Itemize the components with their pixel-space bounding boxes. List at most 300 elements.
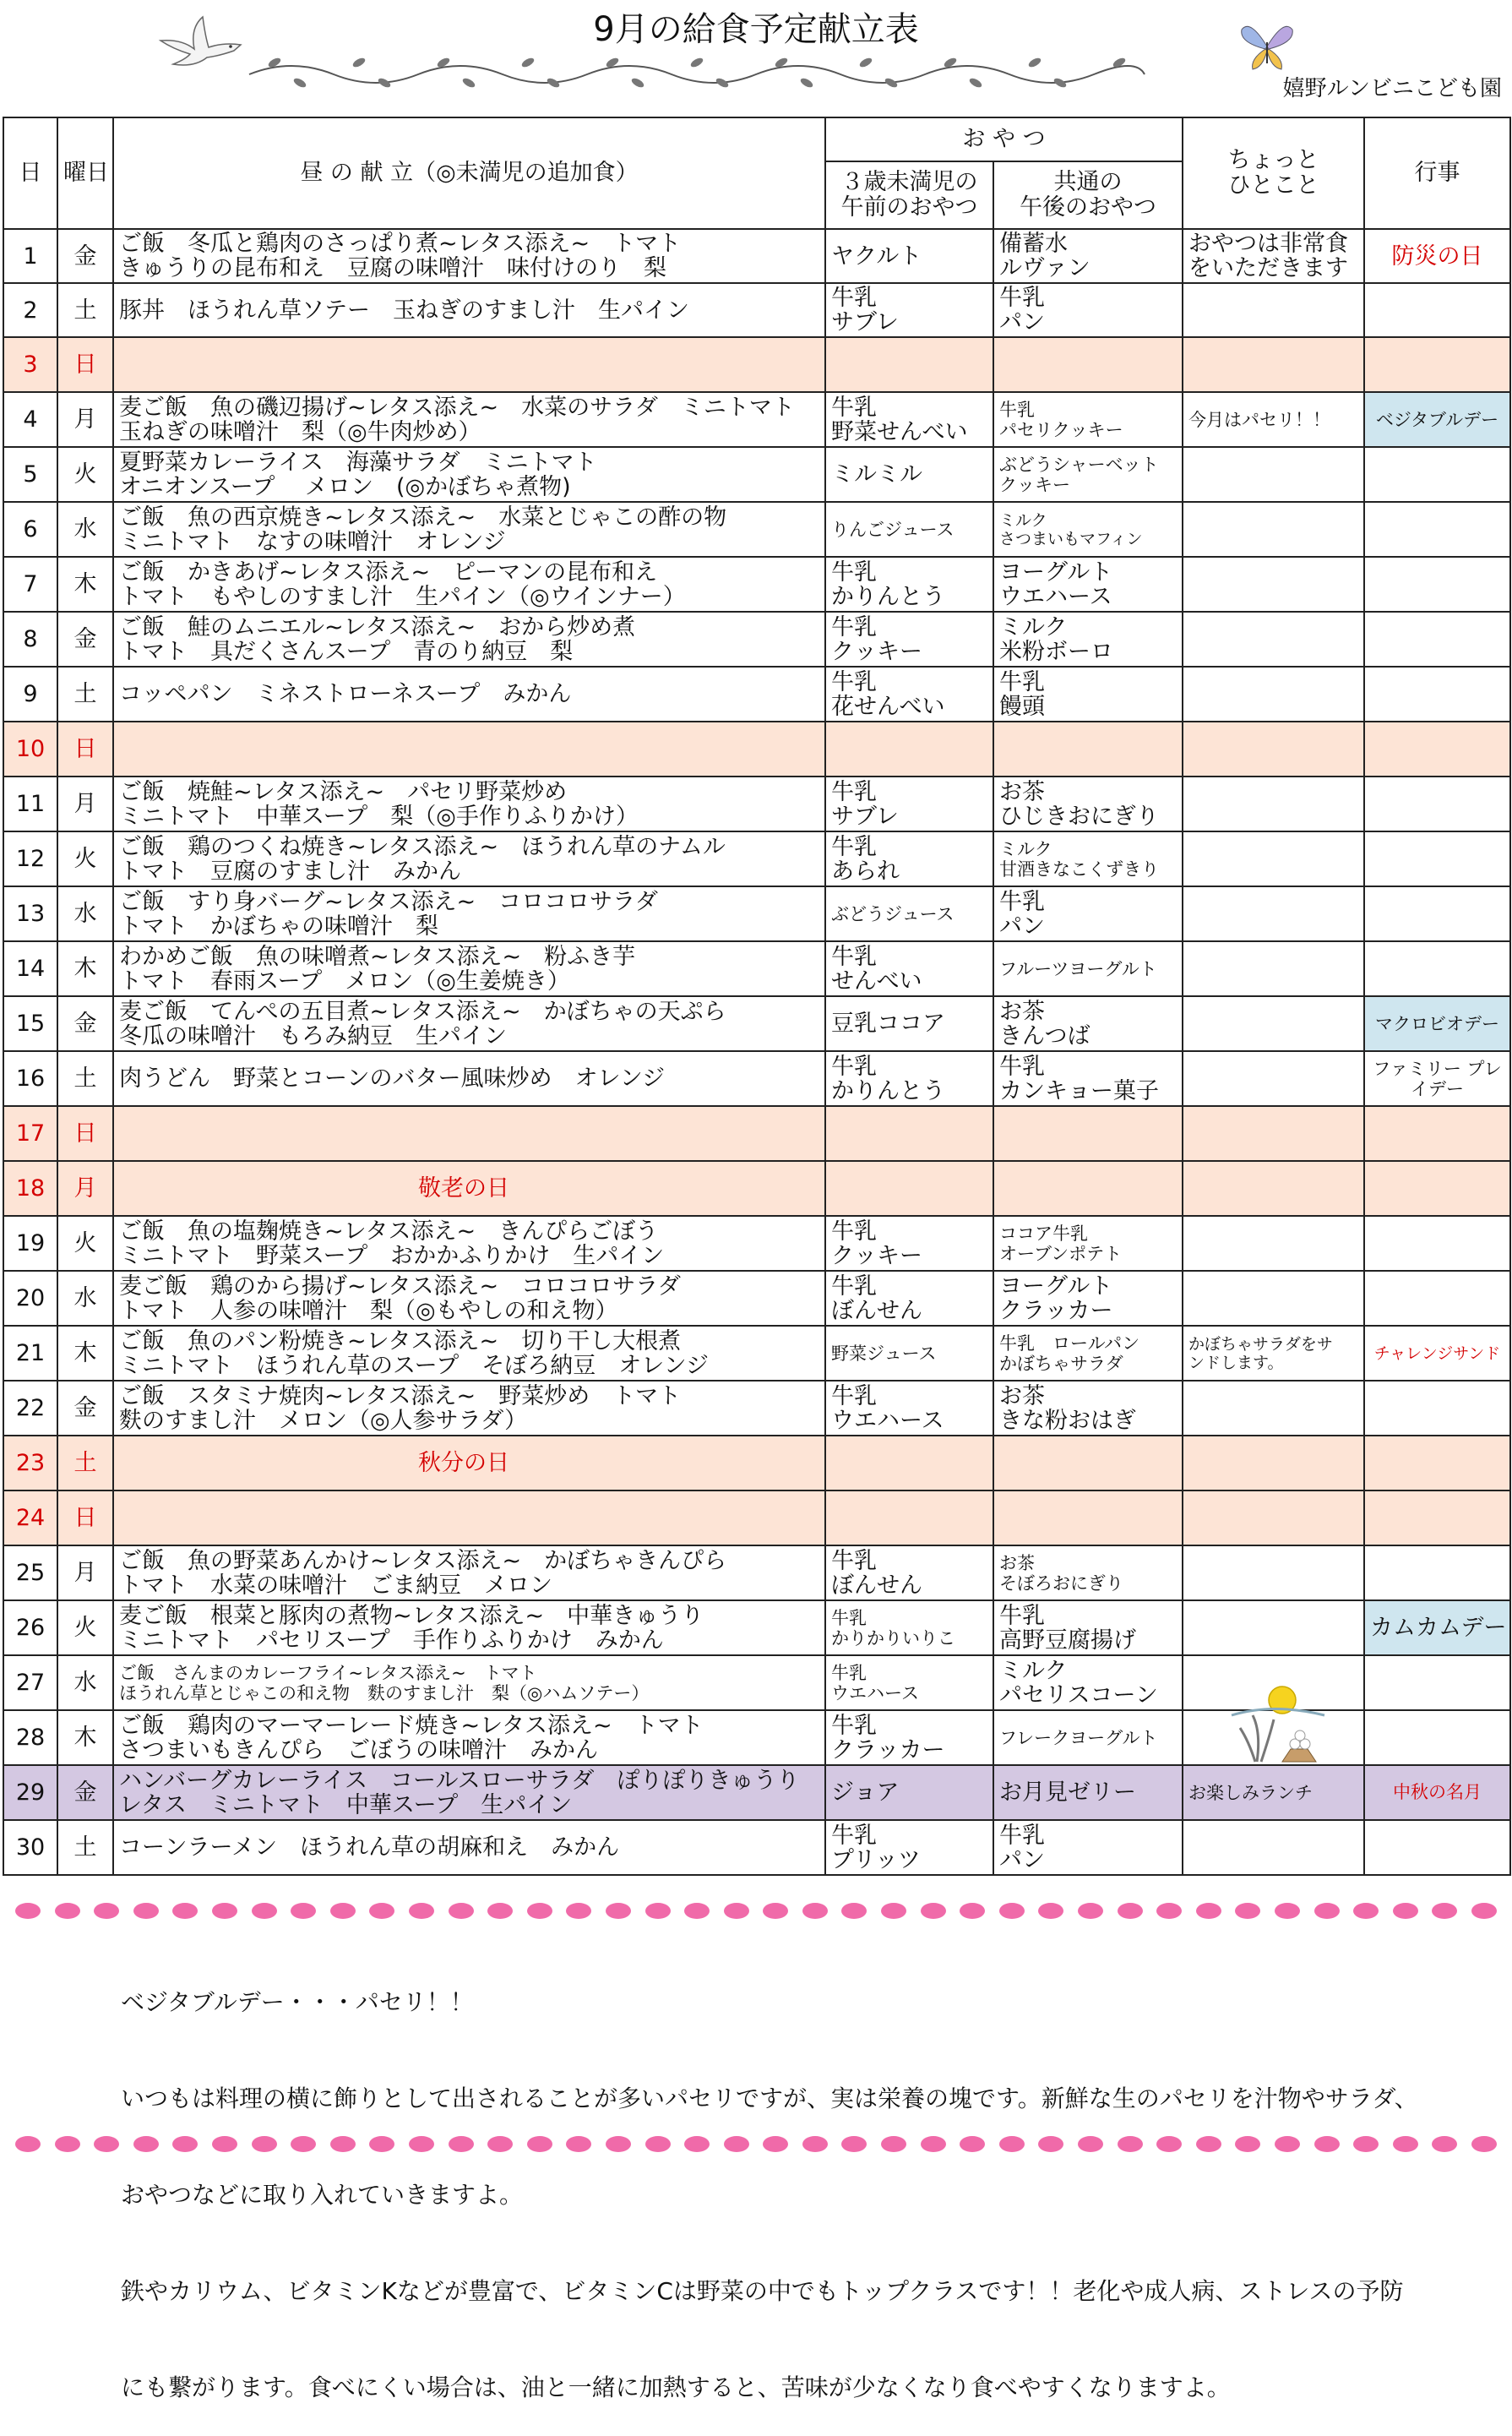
comment-cell bbox=[1183, 557, 1364, 612]
snack-am-cell: ミルミル bbox=[825, 447, 993, 502]
table-row bbox=[3, 1326, 1510, 1381]
col-day: 日 bbox=[3, 117, 57, 229]
lunch-cell: コッペパン ミネストローネスープ みかん bbox=[113, 667, 825, 722]
pink-dot bbox=[1235, 1903, 1260, 1919]
weekday-cell: 木 bbox=[57, 1326, 113, 1381]
weekday-cell: 水 bbox=[57, 1271, 113, 1326]
note-line: にも繋がります。食べにくい場合は、油と一緒に加熱すると、苦味が少なくなり食べやすくなりますよ。 bbox=[121, 2373, 1231, 2401]
table-row bbox=[3, 1271, 1510, 1326]
snack-am-cell bbox=[825, 722, 993, 777]
snack-am-cell: 牛乳 クッキー bbox=[825, 612, 993, 667]
pink-dot bbox=[684, 2136, 710, 2152]
day-cell: 13 bbox=[3, 886, 57, 941]
snack-pm-cell: 牛乳 ロールパン かぼちゃサラダ bbox=[993, 1326, 1183, 1381]
event-cell bbox=[1364, 337, 1510, 392]
snack-am-cell: 牛乳 クッキー bbox=[825, 1216, 993, 1271]
snack-pm-cell bbox=[993, 337, 1183, 392]
pink-dot bbox=[1314, 2136, 1340, 2152]
weekday-cell: 木 bbox=[57, 1710, 113, 1765]
comment-cell bbox=[1183, 1545, 1364, 1600]
lunch-cell: ご飯 さんまのカレーフライ~レタス添え~ トマト ほうれん草とじゃこの和え物 麩のすまし汁 梨（◎ハムソテー） bbox=[113, 1655, 825, 1710]
pink-dot bbox=[802, 2136, 828, 2152]
table-row bbox=[3, 612, 1510, 667]
event-cell: 中秋の名月 bbox=[1364, 1765, 1510, 1820]
event-cell bbox=[1364, 1106, 1510, 1161]
table-row bbox=[3, 831, 1510, 886]
lunch-cell bbox=[113, 337, 825, 392]
event-cell bbox=[1364, 667, 1510, 722]
comment-cell bbox=[1183, 831, 1364, 886]
pink-dot bbox=[487, 1903, 513, 1919]
pink-dot bbox=[1432, 2136, 1457, 2152]
table-row bbox=[3, 1490, 1510, 1545]
weekday-cell: 金 bbox=[57, 1381, 113, 1436]
menu-table bbox=[3, 117, 1511, 1876]
pink-dot bbox=[369, 2136, 394, 2152]
lunch-cell: 豚丼 ほうれん草ソテー 玉ねぎのすまし汁 生パイン bbox=[113, 283, 825, 337]
comment-cell bbox=[1183, 1381, 1364, 1436]
snack-pm-cell: お茶 きな粉おはぎ bbox=[993, 1381, 1183, 1436]
weekday-cell: 日 bbox=[57, 1106, 113, 1161]
pink-dot bbox=[1353, 2136, 1379, 2152]
table-row bbox=[3, 1820, 1510, 1875]
table-row bbox=[3, 996, 1510, 1051]
weekday-cell: 土 bbox=[57, 283, 113, 337]
pink-dot bbox=[133, 2136, 159, 2152]
menu-body bbox=[3, 229, 1510, 1875]
pink-dot bbox=[291, 2136, 316, 2152]
comment-cell bbox=[1183, 337, 1364, 392]
pink-dot bbox=[1353, 1903, 1379, 1919]
weekday-cell: 木 bbox=[57, 557, 113, 612]
pink-dot bbox=[252, 2136, 277, 2152]
event-cell bbox=[1364, 1216, 1510, 1271]
note-line: 鉄やカリウム、ビタミンKなどが豊富で、ビタミンCは野菜の中でもトップクラスです！！老化や成人病、ストレスの予防 bbox=[121, 2277, 1404, 2305]
weekday-cell: 月 bbox=[57, 1161, 113, 1216]
snack-pm-cell: 牛乳 パン bbox=[993, 283, 1183, 337]
event-cell bbox=[1364, 502, 1510, 557]
event-cell: マクロビオデー bbox=[1364, 996, 1510, 1051]
event-cell: ファミリー プレイデー bbox=[1364, 1051, 1510, 1106]
day-cell: 16 bbox=[3, 1051, 57, 1106]
pink-dot bbox=[724, 2136, 749, 2152]
snack-am-cell: 牛乳 サブレ bbox=[825, 777, 993, 831]
pink-dot bbox=[566, 2136, 591, 2152]
snack-pm-cell bbox=[993, 1161, 1183, 1216]
event-cell bbox=[1364, 1655, 1510, 1710]
pink-dot bbox=[55, 2136, 80, 2152]
pink-dot bbox=[527, 1903, 552, 1919]
day-cell: 11 bbox=[3, 777, 57, 831]
comment-cell bbox=[1183, 996, 1364, 1051]
lunch-cell: 夏野菜カレーライス 海藻サラダ ミニトマト オニオンスープ メロン (◎かぼちゃ煮物) bbox=[113, 447, 825, 502]
event-cell bbox=[1364, 777, 1510, 831]
comment-cell bbox=[1183, 886, 1364, 941]
day-cell: 12 bbox=[3, 831, 57, 886]
snack-pm-cell: ミルク パセリスコーン bbox=[993, 1655, 1183, 1710]
snack-pm-cell: 牛乳 パセリクッキー bbox=[993, 392, 1183, 447]
col-event: 行事 bbox=[1364, 117, 1510, 229]
snack-pm-cell: 牛乳 パン bbox=[993, 886, 1183, 941]
note-title: ベジタブルデー・・・パセリ！！ bbox=[121, 1988, 474, 2016]
weekday-cell: 木 bbox=[57, 941, 113, 996]
snack-pm-cell: 備蓄水 ルヴァン bbox=[993, 229, 1183, 283]
day-cell: 19 bbox=[3, 1216, 57, 1271]
snack-am-cell: 牛乳 ぼんせん bbox=[825, 1271, 993, 1326]
day-cell: 15 bbox=[3, 996, 57, 1051]
note-line: いつもは料理の横に飾りとして出されることが多いパセリですが、実は栄養の塊です。新鮮な生のパセリを汁物やサラダ、 bbox=[121, 2084, 1418, 2112]
table-row bbox=[3, 1051, 1510, 1106]
snack-am-cell: 牛乳 ぼんせん bbox=[825, 1545, 993, 1600]
pink-dot bbox=[330, 2136, 356, 2152]
pink-dot bbox=[566, 1903, 591, 1919]
snack-am-cell: 牛乳 プリッツ bbox=[825, 1820, 993, 1875]
day-cell: 10 bbox=[3, 722, 57, 777]
pink-dot bbox=[684, 1903, 710, 1919]
event-cell bbox=[1364, 1161, 1510, 1216]
day-cell: 14 bbox=[3, 941, 57, 996]
snack-pm-cell: お茶 ひじきおにぎり bbox=[993, 777, 1183, 831]
pink-dot bbox=[921, 2136, 946, 2152]
weekday-cell: 火 bbox=[57, 1216, 113, 1271]
comment-cell bbox=[1183, 1436, 1364, 1490]
day-cell: 1 bbox=[3, 229, 57, 283]
comment-cell bbox=[1183, 1820, 1364, 1875]
lunch-cell: 秋分の日 bbox=[113, 1436, 825, 1490]
comment-cell bbox=[1183, 941, 1364, 996]
snack-am-cell: 牛乳 あられ bbox=[825, 831, 993, 886]
moon-viewing-icon bbox=[1223, 1681, 1333, 1774]
pink-dot bbox=[1393, 1903, 1418, 1919]
table-row bbox=[3, 283, 1510, 337]
snack-am-cell: 牛乳 ウエハース bbox=[825, 1381, 993, 1436]
table-row bbox=[3, 722, 1510, 777]
pink-dot bbox=[999, 1903, 1025, 1919]
day-cell: 5 bbox=[3, 447, 57, 502]
pink-dot bbox=[1156, 1903, 1182, 1919]
snack-am-cell: 牛乳 かりんとう bbox=[825, 557, 993, 612]
comment-cell bbox=[1183, 1051, 1364, 1106]
weekday-cell: 火 bbox=[57, 1600, 113, 1655]
weekday-cell: 日 bbox=[57, 337, 113, 392]
lunch-cell: ご飯 冬瓜と鶏肉のさっぱり煮~レタス添え~ トマト きゅうりの昆布和え 豆腐の味噌汁 味付けのり 梨 bbox=[113, 229, 825, 283]
butterfly-icon bbox=[1237, 17, 1297, 76]
snack-pm-cell bbox=[993, 1106, 1183, 1161]
table-row bbox=[3, 1600, 1510, 1655]
day-cell: 20 bbox=[3, 1271, 57, 1326]
lunch-cell: わかめご飯 魚の味噌煮~レタス添え~ 粉ふき芋 トマト 春雨スープ メロン（◎生姜焼き） bbox=[113, 941, 825, 996]
pink-dot bbox=[802, 1903, 828, 1919]
lunch-cell: 肉うどん 野菜とコーンのバター風味炒め オレンジ bbox=[113, 1051, 825, 1106]
comment-cell bbox=[1183, 447, 1364, 502]
lunch-cell: コーンラーメン ほうれん草の胡麻和え みかん bbox=[113, 1820, 825, 1875]
weekday-cell: 土 bbox=[57, 667, 113, 722]
pink-dot bbox=[1156, 2136, 1182, 2152]
event-cell bbox=[1364, 1820, 1510, 1875]
day-cell: 21 bbox=[3, 1326, 57, 1381]
pink-dot bbox=[527, 2136, 552, 2152]
snack-pm-cell: お茶 きんつば bbox=[993, 996, 1183, 1051]
pink-dot bbox=[1275, 2136, 1300, 2152]
lunch-cell: 敬老の日 bbox=[113, 1161, 825, 1216]
pink-dot bbox=[291, 1903, 316, 1919]
table-row bbox=[3, 502, 1510, 557]
lunch-cell: ご飯 鶏肉のマーマーレード焼き~レタス添え~ トマト さつまいもきんぴら ごぼうの味噌汁 みかん bbox=[113, 1710, 825, 1765]
event-cell bbox=[1364, 1381, 1510, 1436]
pink-dot bbox=[1078, 2136, 1103, 2152]
pink-dot bbox=[15, 2136, 41, 2152]
lunch-cell: ご飯 かきあげ~レタス添え~ ピーマンの昆布和え トマト もやしのすまし汁 生パイン（◎ウインナー） bbox=[113, 557, 825, 612]
event-cell: チャレンジサンド bbox=[1364, 1326, 1510, 1381]
snack-am-cell: ジョア bbox=[825, 1765, 993, 1820]
table-row bbox=[3, 886, 1510, 941]
lunch-cell: ご飯 焼鮭~レタス添え~ パセリ野菜炒め ミニトマト 中華スープ 梨（◎手作りふりかけ） bbox=[113, 777, 825, 831]
pink-dot bbox=[960, 2136, 985, 2152]
pink-dot bbox=[841, 2136, 867, 2152]
weekday-cell: 水 bbox=[57, 886, 113, 941]
pink-dot bbox=[645, 1903, 671, 1919]
snack-pm-cell: ココア牛乳 オーブンポテト bbox=[993, 1216, 1183, 1271]
table-row bbox=[3, 941, 1510, 996]
snack-am-cell: りんごジュース bbox=[825, 502, 993, 557]
comment-cell: おやつは非常食 をいただきます bbox=[1183, 229, 1364, 283]
snack-pm-cell: ミルク 米粉ボーロ bbox=[993, 612, 1183, 667]
weekday-cell: 火 bbox=[57, 831, 113, 886]
comment-cell: 今月はパセリ！！ bbox=[1183, 392, 1364, 447]
day-cell: 2 bbox=[3, 283, 57, 337]
school-name: 嬉野ルンビニこども園 bbox=[1282, 76, 1502, 101]
event-cell bbox=[1364, 831, 1510, 886]
snack-pm-cell: 牛乳 饅頭 bbox=[993, 667, 1183, 722]
pink-dot bbox=[1118, 2136, 1143, 2152]
snack-am-cell: 牛乳 クラッカー bbox=[825, 1710, 993, 1765]
weekday-cell: 月 bbox=[57, 777, 113, 831]
pink-dot bbox=[449, 1903, 474, 1919]
snack-am-cell: 牛乳 かりかりいりこ bbox=[825, 1600, 993, 1655]
vine-ornament bbox=[241, 51, 1153, 93]
pink-dot bbox=[1118, 1903, 1143, 1919]
weekday-cell: 火 bbox=[57, 447, 113, 502]
comment-cell bbox=[1183, 722, 1364, 777]
pink-dot bbox=[1471, 2136, 1497, 2152]
pink-dot bbox=[172, 2136, 198, 2152]
snack-am-cell: 牛乳 花せんべい bbox=[825, 667, 993, 722]
parsley-note bbox=[121, 1922, 1472, 2436]
snack-pm-cell: お月見ゼリー bbox=[993, 1765, 1183, 1820]
day-cell: 26 bbox=[3, 1600, 57, 1655]
comment-cell bbox=[1183, 1106, 1364, 1161]
weekday-cell: 金 bbox=[57, 996, 113, 1051]
lunch-cell: ご飯 スタミナ焼肉~レタス添え~ 野菜炒め トマト 麩のすまし汁 メロン（◎人参サラダ） bbox=[113, 1381, 825, 1436]
event-cell bbox=[1364, 886, 1510, 941]
pink-dot bbox=[94, 2136, 119, 2152]
snack-pm-cell: ミルク さつまいもマフィン bbox=[993, 502, 1183, 557]
pink-dot bbox=[212, 2136, 237, 2152]
lunch-cell: ご飯 鮭のムニエル~レタス添え~ おから炒め煮 トマト 具だくさんスープ 青のり納豆 梨 bbox=[113, 612, 825, 667]
pink-dot bbox=[212, 1903, 237, 1919]
lunch-cell: ご飯 すり身バーグ~レタス添え~ コロコロサラダ トマト かぼちゃの味噌汁 梨 bbox=[113, 886, 825, 941]
event-cell bbox=[1364, 941, 1510, 996]
snack-pm-cell: お茶 そぼろおにぎり bbox=[993, 1545, 1183, 1600]
lunch-cell: 麦ご飯 魚の磯辺揚げ~レタス添え~ 水菜のサラダ ミニトマト 玉ねぎの味噌汁 梨（◎牛肉炒め） bbox=[113, 392, 825, 447]
snack-pm-cell: 牛乳 パン bbox=[993, 1820, 1183, 1875]
comment-cell bbox=[1183, 612, 1364, 667]
event-cell: カムカムデー bbox=[1364, 1600, 1510, 1655]
snack-pm-cell: 牛乳 高野豆腐揚げ bbox=[993, 1600, 1183, 1655]
event-cell bbox=[1364, 1436, 1510, 1490]
table-row bbox=[3, 337, 1510, 392]
col-snack-pm: 共通の 午後のおやつ bbox=[993, 161, 1183, 229]
day-cell: 8 bbox=[3, 612, 57, 667]
pink-dot bbox=[921, 1903, 946, 1919]
pink-dot bbox=[409, 2136, 434, 2152]
pink-dot bbox=[841, 1903, 867, 1919]
event-cell bbox=[1364, 1490, 1510, 1545]
pink-dot bbox=[133, 1903, 159, 1919]
comment-cell: お楽しみランチ bbox=[1183, 1765, 1364, 1820]
table-row bbox=[3, 557, 1510, 612]
snack-am-cell bbox=[825, 337, 993, 392]
lunch-cell: ご飯 魚の野菜あんかけ~レタス添え~ かぼちゃきんぴら トマト 水菜の味噌汁 ごま納豆 メロン bbox=[113, 1545, 825, 1600]
snack-am-cell: 牛乳 せんべい bbox=[825, 941, 993, 996]
table-row bbox=[3, 229, 1510, 283]
col-weekday: 曜日 bbox=[57, 117, 113, 229]
snack-am-cell: 野菜ジュース bbox=[825, 1326, 993, 1381]
pink-dot bbox=[1235, 2136, 1260, 2152]
day-cell: 30 bbox=[3, 1820, 57, 1875]
pink-dot bbox=[1038, 1903, 1063, 1919]
lunch-cell bbox=[113, 722, 825, 777]
snack-am-cell: 牛乳 ウエハース bbox=[825, 1655, 993, 1710]
weekday-cell: 金 bbox=[57, 229, 113, 283]
comment-cell bbox=[1183, 777, 1364, 831]
pink-dot bbox=[1275, 1903, 1300, 1919]
weekday-cell: 土 bbox=[57, 1051, 113, 1106]
snack-pm-cell: フルーツヨーグルト bbox=[993, 941, 1183, 996]
comment-cell bbox=[1183, 502, 1364, 557]
snack-am-cell: ぶどうジュース bbox=[825, 886, 993, 941]
pink-dot bbox=[645, 2136, 671, 2152]
snack-pm-cell: ヨーグルト クラッカー bbox=[993, 1271, 1183, 1326]
weekday-cell: 月 bbox=[57, 392, 113, 447]
snack-pm-cell: 牛乳 カンキョー菓子 bbox=[993, 1051, 1183, 1106]
lunch-cell: ハンバーグカレーライス コールスローサラダ ぽりぽりきゅうり レタス ミニトマト 中華スープ 生パイン bbox=[113, 1765, 825, 1820]
snack-am-cell: 牛乳 かりんとう bbox=[825, 1051, 993, 1106]
pink-dot bbox=[724, 1903, 749, 1919]
snack-pm-cell bbox=[993, 1436, 1183, 1490]
dot-border-bottom bbox=[0, 2136, 1512, 2155]
weekday-cell: 土 bbox=[57, 1436, 113, 1490]
pink-dot bbox=[881, 2136, 906, 2152]
dot-border-top bbox=[0, 1903, 1512, 1921]
lunch-cell bbox=[113, 1106, 825, 1161]
pink-dot bbox=[606, 2136, 631, 2152]
comment-cell bbox=[1183, 1600, 1364, 1655]
lunch-cell: ご飯 魚の西京焼き~レタス添え~ 水菜とじゃこの酢の物 ミニトマト なすの味噌汁 オレンジ bbox=[113, 502, 825, 557]
comment-cell bbox=[1183, 1161, 1364, 1216]
pink-dot bbox=[881, 1903, 906, 1919]
day-cell: 4 bbox=[3, 392, 57, 447]
pink-dot bbox=[1196, 1903, 1221, 1919]
pink-dot bbox=[1432, 1903, 1457, 1919]
day-cell: 25 bbox=[3, 1545, 57, 1600]
pink-dot bbox=[960, 1903, 985, 1919]
snack-am-cell bbox=[825, 1161, 993, 1216]
event-cell bbox=[1364, 557, 1510, 612]
pink-dot bbox=[763, 1903, 788, 1919]
event-cell bbox=[1364, 612, 1510, 667]
lunch-cell: 麦ご飯 鶏のから揚げ~レタス添え~ コロコロサラダ トマト 人参の味噌汁 梨（◎もやしの和え物） bbox=[113, 1271, 825, 1326]
day-cell: 29 bbox=[3, 1765, 57, 1820]
event-cell bbox=[1364, 1271, 1510, 1326]
snack-am-cell: 牛乳 サブレ bbox=[825, 283, 993, 337]
snack-am-cell: 牛乳 野菜せんべい bbox=[825, 392, 993, 447]
weekday-cell: 土 bbox=[57, 1820, 113, 1875]
pink-dot bbox=[55, 1903, 80, 1919]
day-cell: 17 bbox=[3, 1106, 57, 1161]
event-cell bbox=[1364, 283, 1510, 337]
comment-cell bbox=[1183, 1490, 1364, 1545]
pink-dot bbox=[1038, 2136, 1063, 2152]
day-cell: 18 bbox=[3, 1161, 57, 1216]
pink-dot bbox=[1393, 2136, 1418, 2152]
pink-dot bbox=[1471, 1903, 1497, 1919]
table-row bbox=[3, 1216, 1510, 1271]
comment-cell bbox=[1183, 1271, 1364, 1326]
snack-pm-cell bbox=[993, 722, 1183, 777]
snack-am-cell bbox=[825, 1106, 993, 1161]
day-cell: 3 bbox=[3, 337, 57, 392]
snack-pm-cell: フレークヨーグルト bbox=[993, 1710, 1183, 1765]
snack-am-cell: 豆乳ココア bbox=[825, 996, 993, 1051]
pink-dot bbox=[369, 1903, 394, 1919]
snack-pm-cell: ミルク 甘酒きなこくずきり bbox=[993, 831, 1183, 886]
lunch-cell: ご飯 魚のパン粉焼き~レタス添え~ 切り干し大根煮 ミニトマト ほうれん草のスープ そぼろ納豆 オレンジ bbox=[113, 1326, 825, 1381]
event-cell bbox=[1364, 722, 1510, 777]
pink-dot bbox=[1196, 2136, 1221, 2152]
day-cell: 6 bbox=[3, 502, 57, 557]
pink-dot bbox=[763, 2136, 788, 2152]
comment-cell: かぼちゃサラダをサ ンドします。 bbox=[1183, 1326, 1364, 1381]
pink-dot bbox=[999, 2136, 1025, 2152]
pink-dot bbox=[487, 2136, 513, 2152]
lunch-cell: 麦ご飯 根菜と豚肉の煮物~レタス添え~ 中華きゅうり ミニトマト パセリスープ 手作りふりかけ みかん bbox=[113, 1600, 825, 1655]
day-cell: 24 bbox=[3, 1490, 57, 1545]
pink-dot bbox=[172, 1903, 198, 1919]
pink-dot bbox=[1078, 1903, 1103, 1919]
day-cell: 28 bbox=[3, 1710, 57, 1765]
pink-dot bbox=[449, 2136, 474, 2152]
snack-pm-cell: ぶどうシャーベット クッキー bbox=[993, 447, 1183, 502]
day-cell: 7 bbox=[3, 557, 57, 612]
table-row bbox=[3, 1381, 1510, 1436]
comment-cell bbox=[1183, 1216, 1364, 1271]
pink-dot bbox=[1314, 1903, 1340, 1919]
col-comment: ちょっと ひとこと bbox=[1183, 117, 1364, 229]
day-cell: 9 bbox=[3, 667, 57, 722]
pink-dot bbox=[330, 1903, 356, 1919]
dove-icon bbox=[156, 15, 249, 74]
snack-am-cell bbox=[825, 1490, 993, 1545]
snack-am-cell: ヤクルト bbox=[825, 229, 993, 283]
snack-pm-cell bbox=[993, 1490, 1183, 1545]
comment-cell bbox=[1183, 667, 1364, 722]
day-cell: 22 bbox=[3, 1381, 57, 1436]
table-row bbox=[3, 1106, 1510, 1161]
day-cell: 23 bbox=[3, 1436, 57, 1490]
table-row bbox=[3, 1545, 1510, 1600]
weekday-cell: 金 bbox=[57, 612, 113, 667]
